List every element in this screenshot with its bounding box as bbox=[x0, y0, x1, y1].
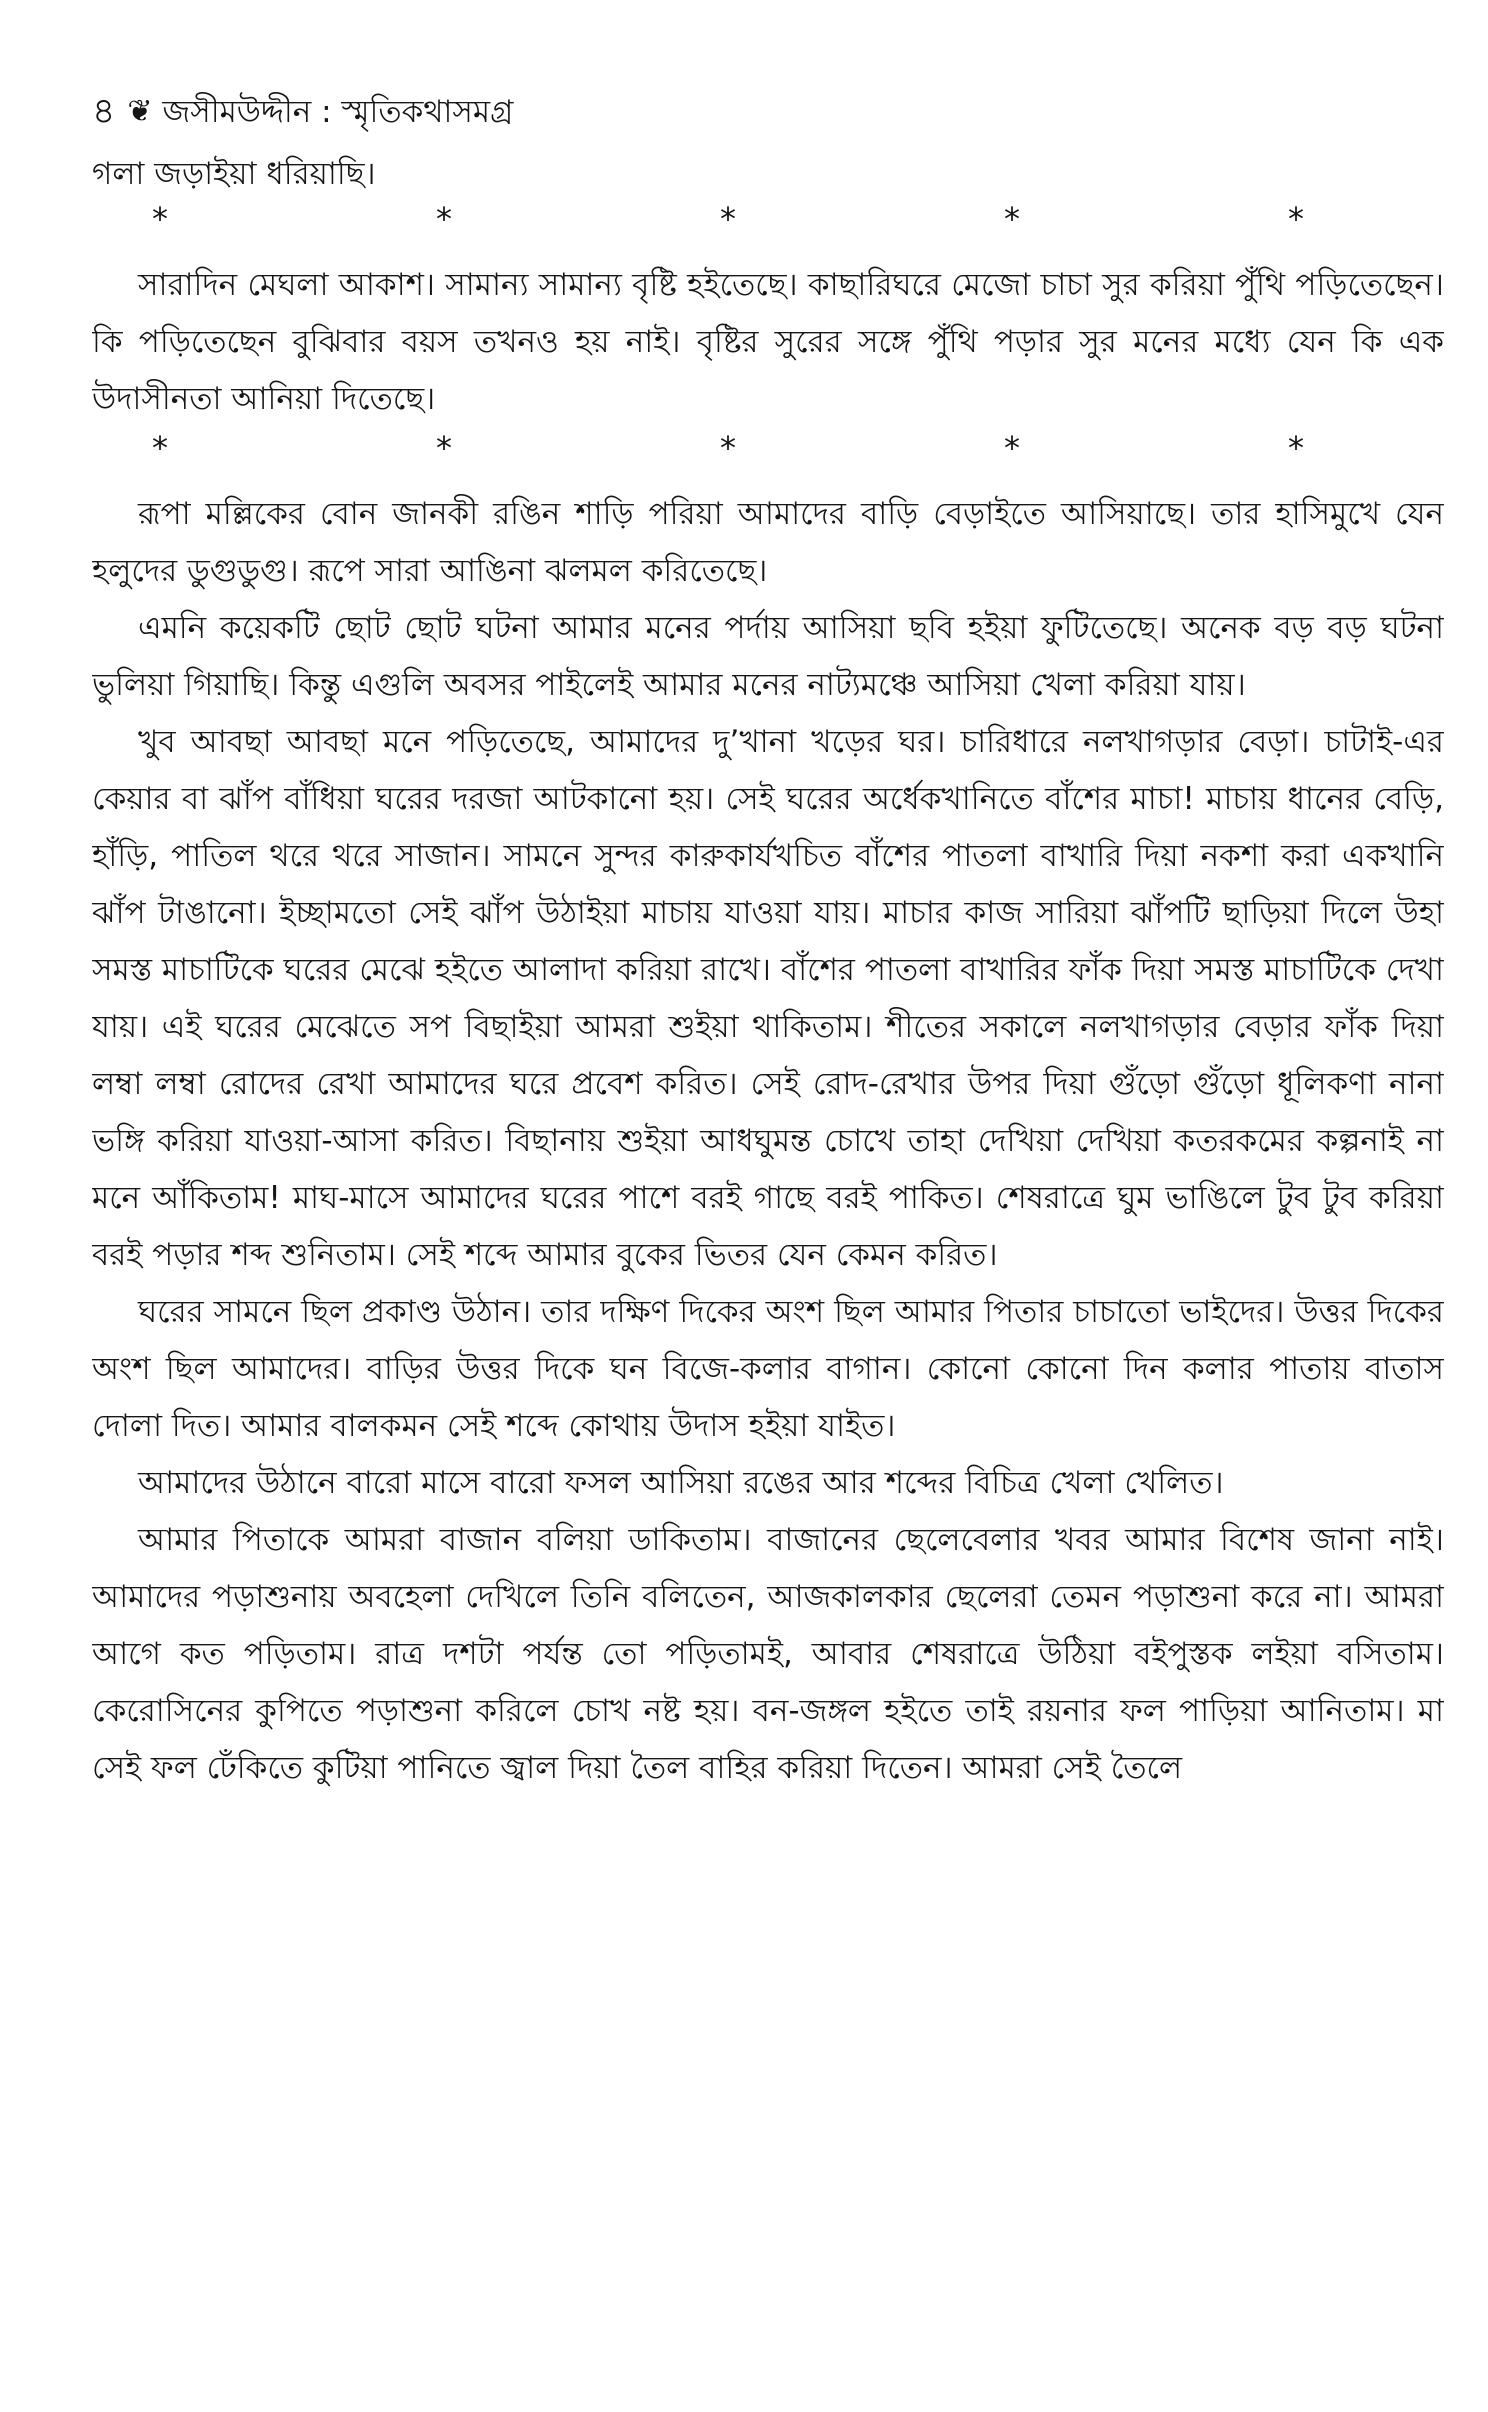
separator-star: * bbox=[1288, 200, 1304, 238]
section-separator bbox=[92, 199, 1444, 239]
separator-star: * bbox=[152, 429, 168, 467]
separator-star: * bbox=[1004, 200, 1020, 238]
separator-star: * bbox=[720, 200, 736, 238]
paragraph: ঘরের সামনে ছিল প্রকাণ্ড উঠান। তার দক্ষিণ দিকের অংশ ছিল আমার পিতার চাচাতো ভাইদের। উত্তর দিকের অংশ ছিল আমাদের। বাড়ির উত্তর দিকে ঘন বিজে-কলার বাগান। কোনো কোনো দিন কলার পাতায় বাতাস দোলা দিত। আমার বালকমন সেই শব্দে কোথায় উদাস হইয়া যাইত। bbox=[92, 1294, 1444, 1444]
separator-star: * bbox=[1004, 429, 1020, 467]
book-page bbox=[92, 86, 1444, 2376]
paragraph: এমনি কয়েকটি ছোট ছোট ঘটনা আমার মনের পর্দায় আসিয়া ছবি হইয়া ফুটিতেছে। অনেক বড় বড় ঘটনা ভুলিয়া গিয়াছি। কিন্তু এগুলি অবসর পাইলেই আমার মনের নাট্যমঞ্চে আসিয়া খেলা করিয়া যায়। bbox=[92, 610, 1444, 703]
body-text bbox=[92, 146, 1444, 1797]
running-title: জসীমউদ্দীন : স্মৃতিকথাসমগ্র bbox=[162, 94, 514, 130]
section-separator bbox=[92, 428, 1444, 468]
page-number: ৪ bbox=[92, 91, 116, 132]
flower-ornament-icon: ❦ bbox=[127, 94, 153, 129]
paragraph: গলা জড়াইয়া ধরিয়াছি। bbox=[92, 156, 376, 192]
paragraph: খুব আবছা আবছা মনে পড়িতেছে, আমাদের দু’খানা খড়ের ঘর। চারিধারে নলখাগড়ার বেড়া। চাটাই-এর কেয়ার বা ঝাঁপ বাঁধিয়া ঘরের দরজা আটকানো হয়। সেই ঘরের অর্ধেকখানিতে বাঁশের মাচা! মাচায় ধানের বেড়ি, হাঁড়ি, পাতিল থরে থরে সাজান। সামনে সুন্দর কারুকার্যখচিত বাঁশের পাতলা বাখারি দিয়া নকশা করা একখানি ঝাঁপ টাঙানো। ইচ্ছামতো সেই ঝাঁপ উঠাইয়া মাচায় যাওয়া যায়। মাচার কাজ সারিয়া ঝাঁপটি ছাড়িয়া দিলে উহা সমস্ত মাচাটিকে ঘরের মেঝে হইতে আলাদা করিয়া রাখে। বাঁশের পাতলা বাখারির ফাঁক দিয়া সমস্ত মাচাটিকে দেখা যায়। এই ঘরের মেঝেতে সপ বিছাইয়া আমরা শুইয়া থাকিতাম। শীতের সকালে নলখাগড়ার বেড়ার ফাঁক দিয়া লম্বা লম্বা রোদের রেখা আমাদের ঘরে প্রবেশ করিত। সেই রোদ-রেখার উপর দিয়া গুঁড়ো গুঁড়ো ধূলিকণা নানা ভঙ্গি করিয়া যাওয়া-আসা করিত। বিছানায় শুইয়া আধঘুমন্ত চোখে তাহা দেখিয়া দেখিয়া কতরকমের কল্পনাই না মনে আঁকিতাম! মাঘ-মাসে আমাদের ঘরের পাশে বরই গাছে বরই পাকিত। শেষরাত্রে ঘুম ভাঙিলে টুব টুব করিয়া বরই পড়ার শব্দ শুনিতাম। সেই শব্দে আমার বুকের ভিতর যেন কেমন করিত। bbox=[92, 724, 1444, 1273]
paragraph: আমার পিতাকে আমরা বাজান বলিয়া ডাকিতাম। বাজানের ছেলেবেলার খবর আমার বিশেষ জানা নাই। আমাদের পড়াশুনায় অবহেলা দেখিলে তিনি বলিতেন, আজকালকার ছেলেরা তেমন পড়াশুনা করে না। আমরা আগে কত পড়িতাম। রাত্র দশটা পর্যন্ত তো পড়িতামই, আবার শেষরাত্রে উঠিয়া বইপুস্তক লইয়া বসিতাম। কেরোসিনের কুপিতে পড়াশুনা করিলে চোখ নষ্ট হয়। বন-জঙ্গল হইতে তাই রয়নার ফল পাড়িয়া আনিতাম। মা সেই ফল ঢেঁকিতে কুটিয়া পানিতে জ্বাল দিয়া তৈল বাহির করিয়া দিতেন। আমরা সেই তৈলে bbox=[92, 1522, 1444, 1786]
separator-star: * bbox=[1288, 429, 1304, 467]
separator-star: * bbox=[436, 200, 452, 238]
separator-star: * bbox=[152, 200, 168, 238]
paragraph: সারাদিন মেঘলা আকাশ। সামান্য সামান্য বৃষ্টি হইতেছে। কাছারিঘরে মেজো চাচা সুর করিয়া পুঁথি পড়িতেছেন। কি পড়িতেছেন বুঝিবার বয়স তখনও হয় নাই। বৃষ্টির সুরের সঙ্গে পুঁথি পড়ার সুর মনের মধ্যে যেন কি এক উদাসীনতা আনিয়া দিতেছে। bbox=[92, 267, 1444, 417]
paragraph: রূপা মল্লিকের বোন জানকী রঙিন শাড়ি পরিয়া আমাদের বাড়ি বেড়াইতে আসিয়াছে। তার হাসিমুখে যেন হলুদের ডুগুডুগু। রূপে সারা আঙিনা ঝলমল করিতেছে। bbox=[92, 496, 1444, 589]
running-header bbox=[92, 86, 1444, 138]
separator-star: * bbox=[720, 429, 736, 467]
separator-star: * bbox=[436, 429, 452, 467]
paragraph: আমাদের উঠানে বারো মাসে বারো ফসল আসিয়া রঙের আর শব্দের বিচিত্র খেলা খেলিত। bbox=[138, 1465, 1224, 1501]
